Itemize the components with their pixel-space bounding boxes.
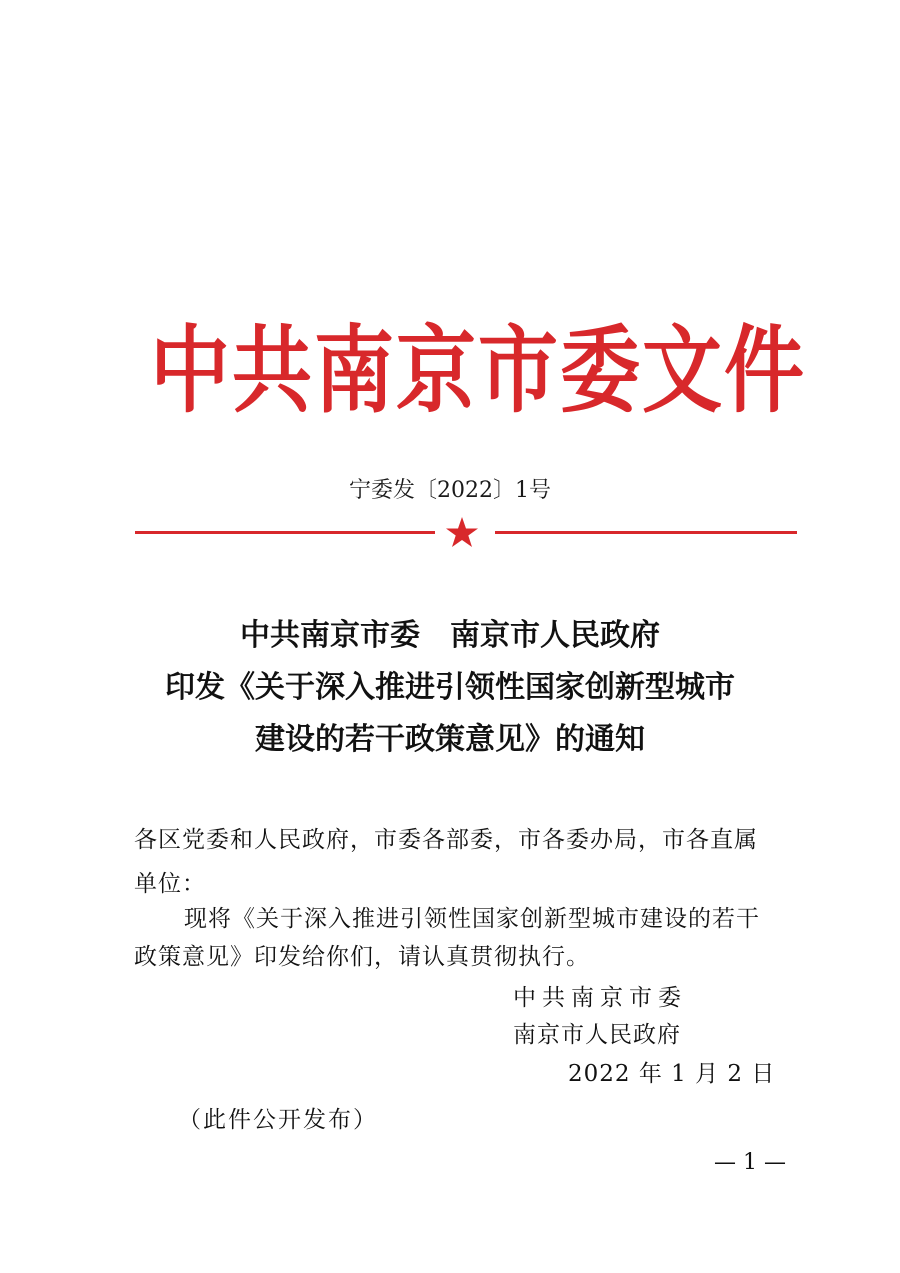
star-icon [445,516,479,550]
separator-line-left [135,531,435,534]
separator-line-right [495,531,797,534]
star-shape [446,517,478,547]
notice-title-line-1: 中共南京市委 南京市人民政府 [240,618,660,653]
issuer-party-committee: 中共南京市委 [513,985,687,1011]
page-number: — 1 — [714,1150,786,1175]
body-paragraph-line-1: 现将《关于深入推进引领性国家创新型城市建设的若干 [184,906,760,932]
body-paragraph-line-2: 政策意见》印发给你们，请认真贯彻执行。 [134,944,590,970]
addressee-line-1: 各区党委和人民政府，市委各部委，市各委办局，市各直属 [134,827,758,853]
disclosure-note: （此件公开发布） [178,1107,378,1133]
addressee-line-2: 单位： [134,871,206,897]
issue-date: 2022 年 1 月 2 日 [568,1061,776,1087]
document-masthead: 中共南京市委文件 [150,314,806,426]
document-number: 宁委发〔2022〕1号 [349,478,551,503]
notice-title-line-3: 建设的若干政策意见》的通知 [255,722,645,757]
issuer-government: 南京市人民政府 [513,1022,681,1048]
notice-title-line-2: 印发《关于深入推进引领性国家创新型城市 [165,670,735,705]
